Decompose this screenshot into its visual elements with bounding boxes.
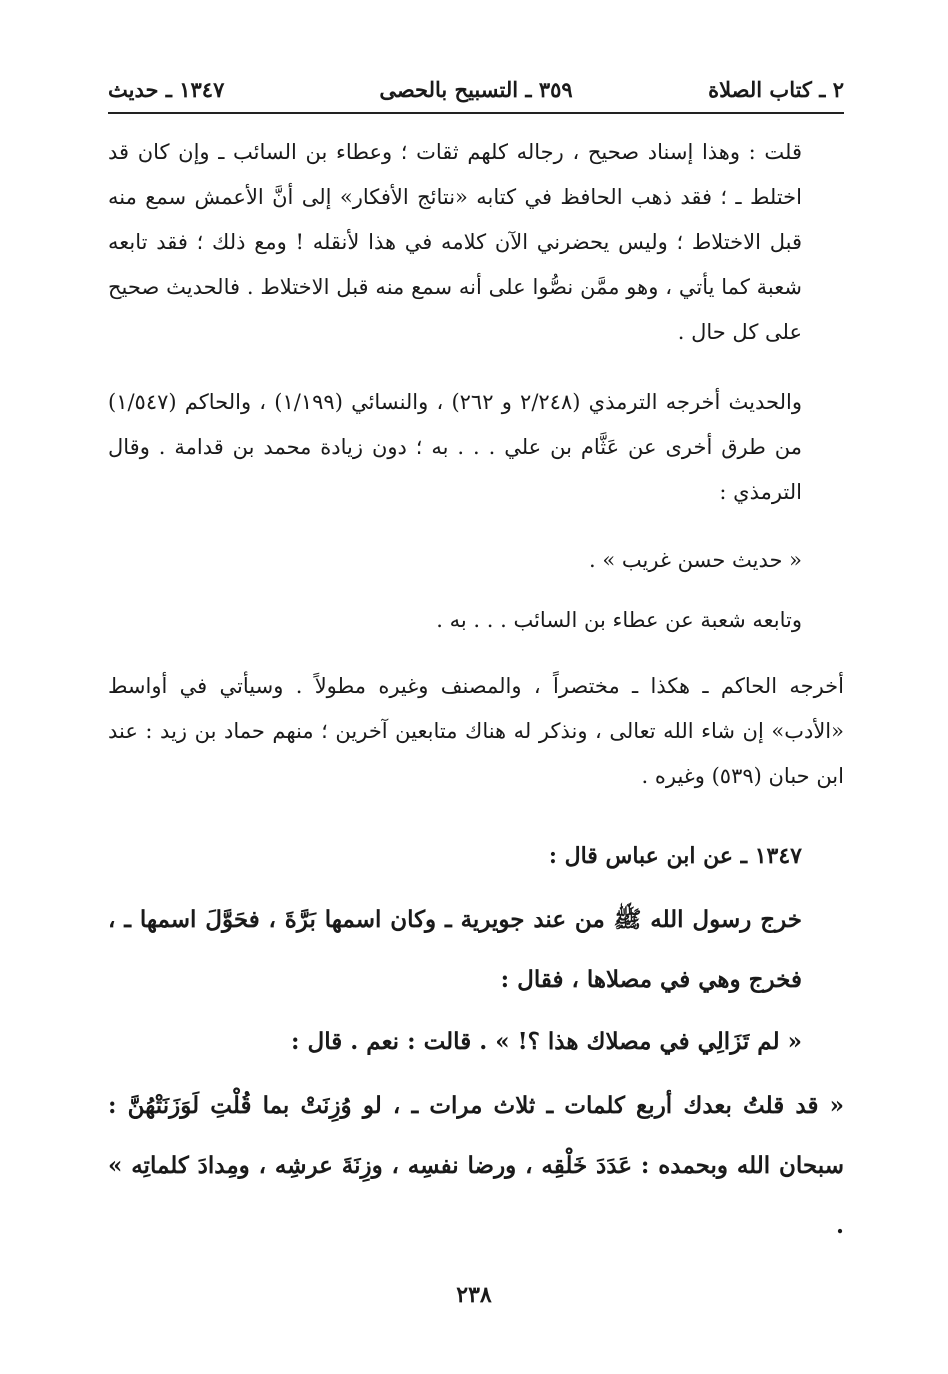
- paragraph-commentary: قلت : وهذا إسناد صحيح ، رجاله كلهم ثقات ؛ وعطاء بن السائب ـ وإن كان قد اختلط ـ ؛ فقد ذهب الحافظ في كتابه «نتائج الأفكار» إلى أنَّ الأعمش سمع منه قبل الاختلاط ؛ وليس يحضرني الآن كلامه في هذا لأنقله ! ومع ذلك ؛ فقد تابعه شعبة كما يأتي ، وهو ممَّن نصُّوا على أنه سمع منه قبل الاختلاط . فالحديث صحيح على كل حال .: [108, 140, 802, 344]
- header-chapter: ٢ ـ كتاب الصلاة: [708, 77, 844, 102]
- hadith-text-question: « لم تَزَالِي في مصلاك هذا ؟! » . قالت : نعم . قال :: [291, 1028, 802, 1055]
- paragraph-corroboration: وتابعه شعبة عن عطاء بن السائب . . . به .: [436, 608, 802, 632]
- paragraph-hakim: أخرجه الحاكم ـ هكذا ـ مختصراً ، والمصنف وغيره مطولاً . وسيأتي في أواسط «الأدب» إن شاء الله تعالى ، ونذكر له هناك متابعين آخرين ؛ منهم حماد بن زيد : عند ابن حبان (٥٣٩) وغيره .: [108, 674, 844, 788]
- hadith-heading: ١٣٤٧ ـ عن ابن عباس قال :: [548, 843, 802, 869]
- header-hadith-number: ١٣٤٧ ـ حديث: [108, 77, 225, 102]
- page-number: ٢٣٨: [456, 1282, 492, 1308]
- running-header: [108, 70, 844, 110]
- paragraph-tirmidhi-quote: « حديث حسن غريب » .: [589, 548, 802, 572]
- hadith-text-intro: خرج رسول الله ﷺ من عند جويرية ـ وكان اسمها بَرَّةَ ، فحَوَّلَ اسمها ـ ، فخرج وهي في مصلاها ، فقال :: [108, 906, 802, 993]
- header-section: ٣٥٩ ـ التسبيح بالحصى: [379, 77, 573, 102]
- hadith-text-dhikr: « قد قلتُ بعدك أربع كلمات ـ ثلاث مرات ـ ، لو وُزِنَتْ بما قُلْتِ لَوَزَنَتْهُنَّ : سبحان الله وبحمده : عَدَدَ خَلْقِه ، ورضا نفسِه ، وزِنَةَ عرشِه ، ومِدادَ كلماتِه » .: [108, 1092, 844, 1239]
- header-rule: [108, 112, 844, 114]
- paragraph-takhrij: والحديث أخرجه الترمذي (٢/٢٤٨ و ٢٦٢) ، والنسائي (١/١٩٩) ، والحاكم (١/٥٤٧) من طرق أخرى عن عَثَّام بن علي . . . به ؛ دون زيادة محمد بن قدامة . وقال الترمذي :: [108, 390, 802, 504]
